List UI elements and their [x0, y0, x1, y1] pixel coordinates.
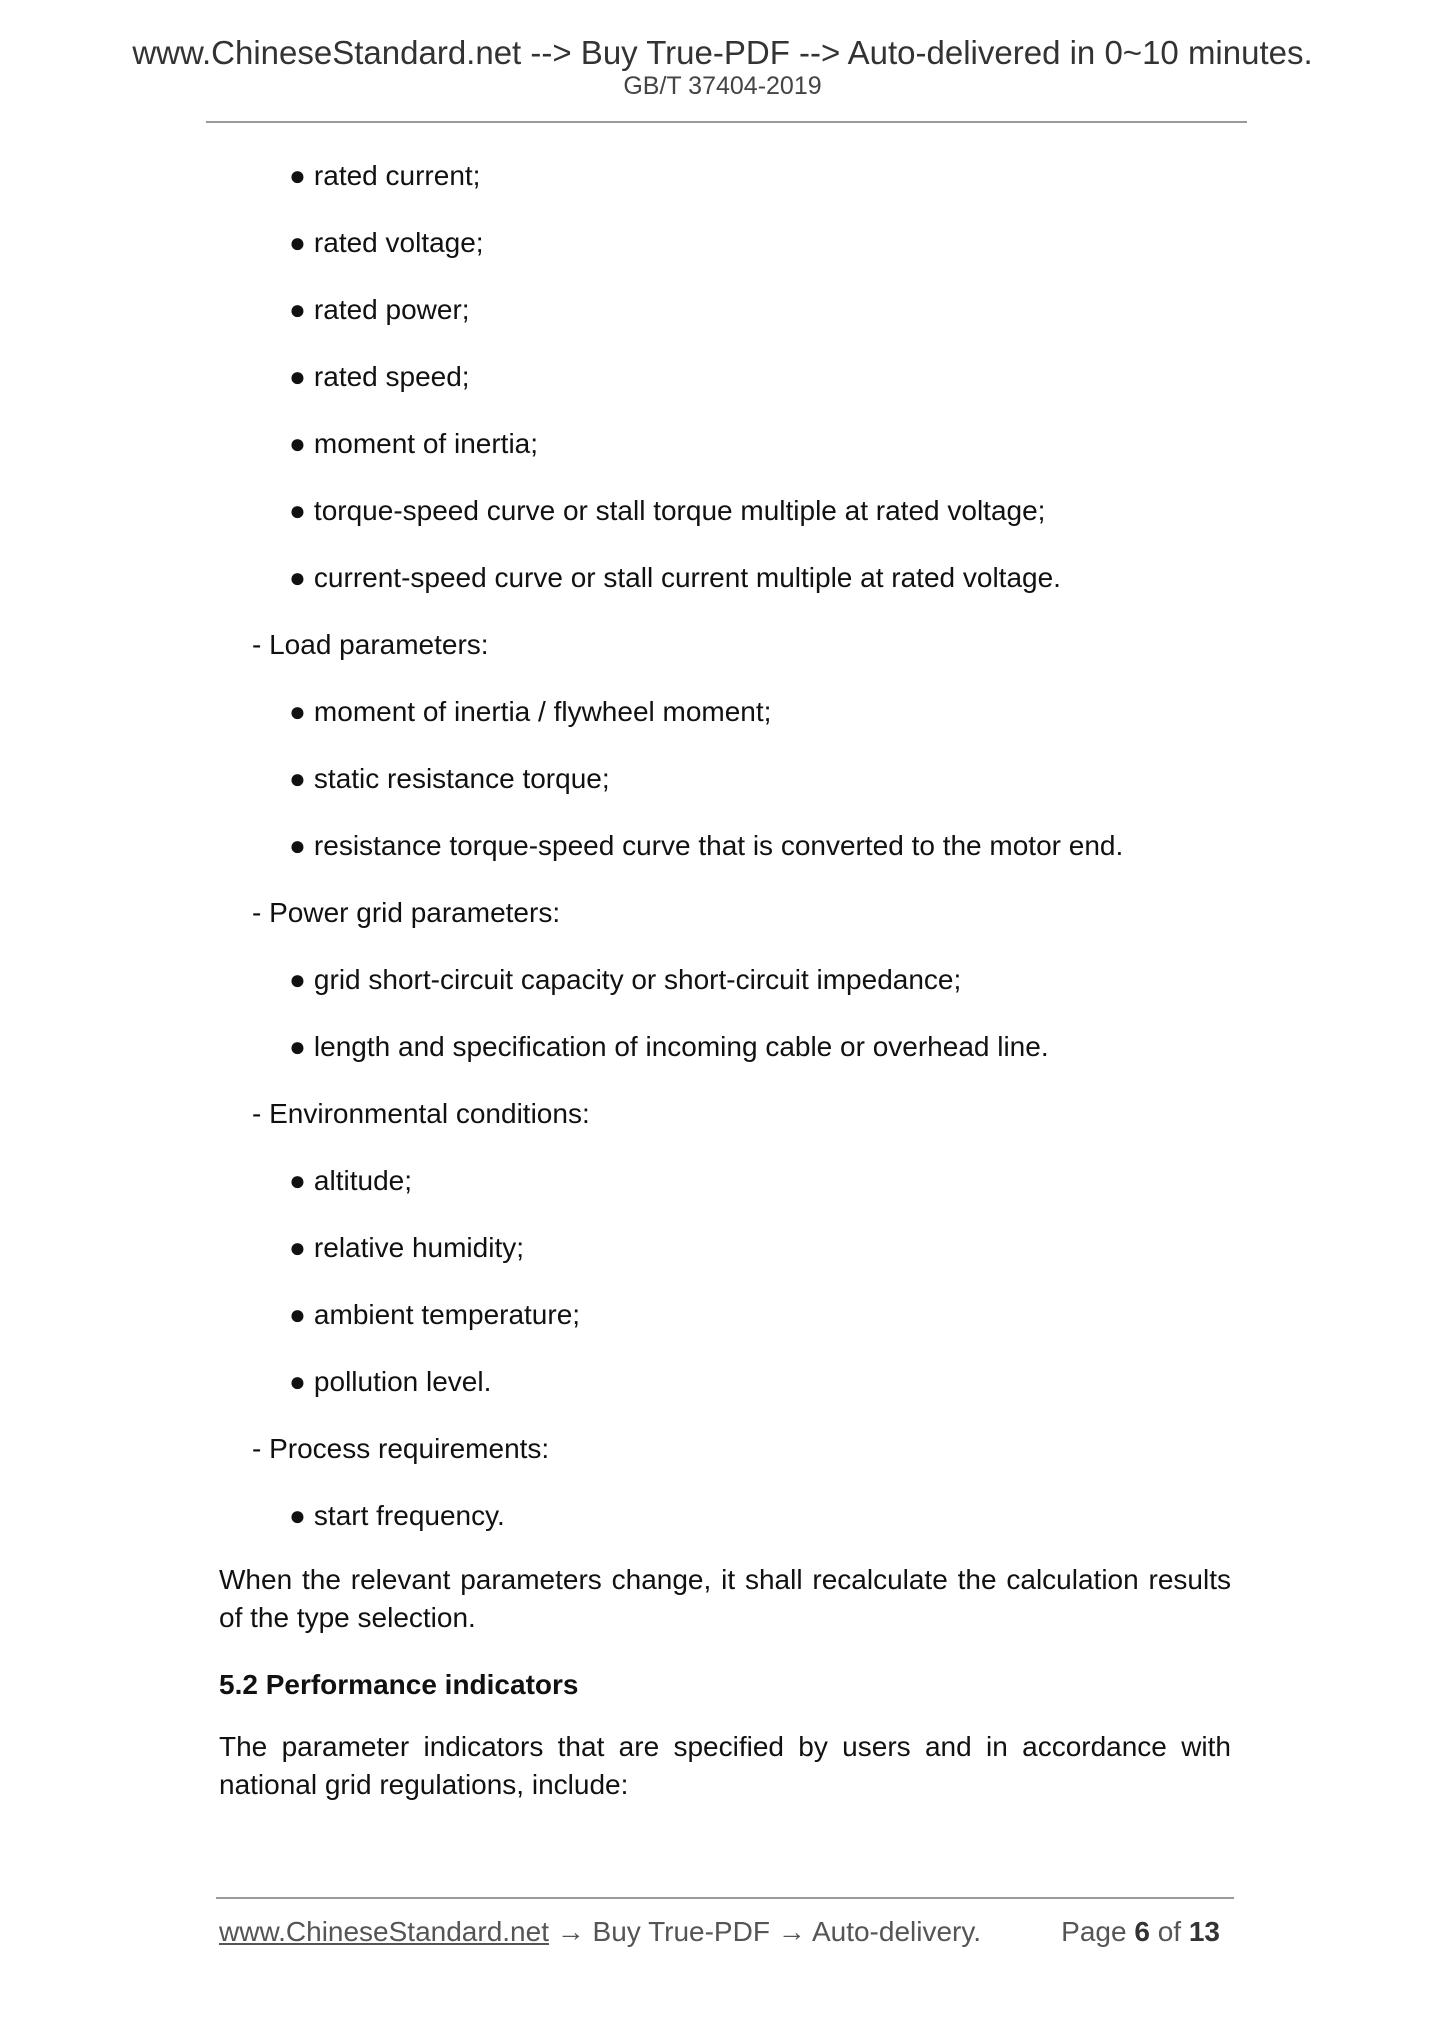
grid-parameters-heading: - Power grid parameters: — [252, 897, 561, 928]
of-label: of — [1157, 1916, 1182, 1947]
bullet-icon: ● — [289, 562, 306, 593]
list-item: ● static resistance torque; — [289, 763, 610, 794]
header-divider — [206, 121, 1247, 123]
arrow-right-icon: → — [556, 1916, 585, 1947]
list-item: ● length and specification of incoming cable or overhead line. — [289, 1031, 1049, 1062]
list-item: ● rated voltage; — [289, 227, 484, 258]
list-item: ● rated speed; — [289, 361, 470, 392]
buy-text: Buy True-PDF — [592, 1916, 770, 1947]
bullet-icon: ● — [289, 361, 306, 392]
environmental-conditions-heading: - Environmental conditions: — [252, 1098, 590, 1129]
bullet-icon: ● — [289, 428, 306, 459]
list-item: ● rated power; — [289, 294, 470, 325]
bullet-icon: ● — [289, 1366, 306, 1397]
bullet-icon: ● — [289, 1232, 306, 1263]
list-item: ● grid short-circuit capacity or short-circuit impedance; — [289, 964, 962, 995]
bullet-icon: ● — [289, 294, 306, 325]
site-link[interactable]: www.ChineseStandard.net — [219, 1916, 549, 1947]
header-standard-number: GB/T 37404-2019 — [623, 72, 822, 100]
delivery-text: Auto-delivery. — [811, 1916, 982, 1947]
list-item: ● pollution level. — [289, 1366, 492, 1397]
list-item: ● start frequency. — [289, 1500, 505, 1531]
load-parameters-heading: - Load parameters: — [252, 629, 489, 660]
bullet-icon: ● — [289, 1031, 306, 1062]
footer-links — [219, 1918, 981, 1946]
list-item: ● current-speed curve or stall current multiple at rated voltage. — [289, 562, 1061, 593]
bullet-icon: ● — [289, 227, 306, 258]
bullet-icon: ● — [289, 964, 306, 995]
total-pages: 13 — [1188, 1916, 1220, 1947]
bullet-icon: ● — [289, 763, 306, 794]
bullet-icon: ● — [289, 495, 306, 526]
header-banner: www.ChineseStandard.net --> Buy True-PDF --> Auto-delivered in 0~10 minutes. — [132, 34, 1313, 71]
list-item: ● altitude; — [289, 1165, 412, 1196]
list-item: ● rated current; — [289, 160, 481, 191]
bullet-icon: ● — [289, 830, 306, 861]
process-requirements-heading: - Process requirements: — [252, 1433, 550, 1464]
bullet-icon: ● — [289, 696, 306, 727]
page-indicator — [1061, 1918, 1220, 1946]
list-item: ● relative humidity; — [289, 1232, 525, 1263]
arrow-right-icon: → — [777, 1916, 806, 1947]
footer-divider — [216, 1897, 1234, 1899]
section-heading: 5.2 Performance indicators — [219, 1669, 579, 1700]
bullet-icon: ● — [289, 1500, 306, 1531]
bullet-icon: ● — [289, 1165, 306, 1196]
indicators-paragraph: The parameter indicators that are specified by users and in accordance with national grid regulations, include: — [219, 1731, 1231, 1800]
list-item: ● ambient temperature; — [289, 1299, 581, 1330]
list-item: ● torque-speed curve or stall torque multiple at rated voltage; — [289, 495, 1046, 526]
page-number: 6 — [1134, 1916, 1150, 1947]
recalculation-paragraph: When the relevant parameters change, it shall recalculate the calculation results of the type selection. — [219, 1564, 1231, 1633]
list-item: ● moment of inertia / flywheel moment; — [289, 696, 772, 727]
bullet-icon: ● — [289, 1299, 306, 1330]
list-item: ● moment of inertia; — [289, 428, 539, 459]
page-label: Page — [1061, 1916, 1127, 1947]
list-item: ● resistance torque-speed curve that is converted to the motor end. — [289, 830, 1124, 861]
bullet-icon: ● — [289, 160, 306, 191]
